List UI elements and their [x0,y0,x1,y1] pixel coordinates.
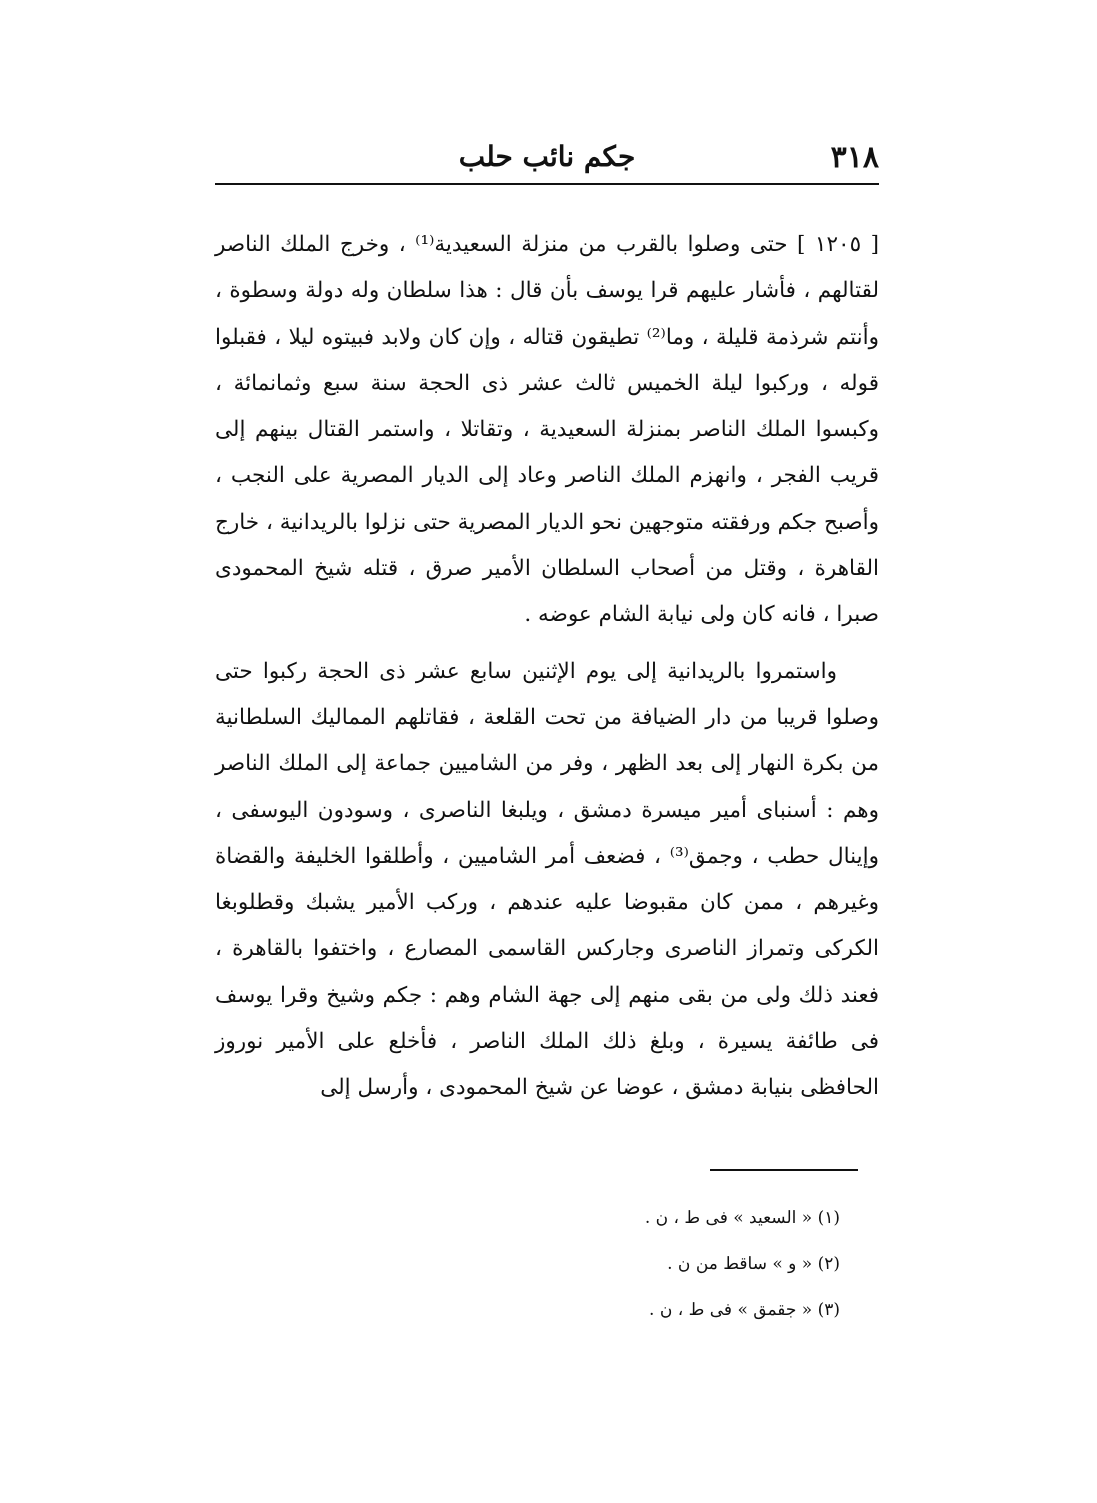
paragraph-1: [ ١٢٠٥ ] حتى وصلوا بالقرب من منزلة السعيدية⁽¹⁾ ، وخرج الملك الناصر لقتالهم ، فأشار عليهم قرا يوسف بأن قال : هذا سلطان وله دولة وسطوة ، وأنتم شرذمة قليلة ، وما⁽²⁾ تطيقون قتاله ، وإن كان ولابد فبيتوه ليلا ، فقبلوا قوله ، وركبوا ليلة الخميس ثالث عشر ذى الحجة سنة سبع وثمانمائة ، وكبسوا الملك الناصر بمنزلة السعيدية ، وتقاتلا ، واستمر القتال بينهم إلى قريب الفجر ، وانهزم الملك الناصر وعاد إلى الديار المصرية على النجب ، وأصبح جكم ورفقته متوجهين نحو الديار المصرية حتى نزلوا بالريدانية ، خارج القاهرة ، وقتل من أصحاب السلطان الأمير صرق ، قتله شيخ المحمودى صبرا ، فانه كان ولى نيابة الشام عوضه . [215,232,879,628]
footnotes [500,1195,840,1333]
main-text [215,222,879,1112]
running-title: جكم نائب حلب [458,140,636,173]
footnote-2: (٢) « و » ساقط من ن . [667,1254,840,1274]
page-number: ٣١٨ [830,140,879,175]
footnote-rule [710,1169,858,1171]
header-rule [215,183,879,185]
footnote-3: (٣) « جقمق » فى ط ، ن . [649,1300,840,1320]
running-head [215,138,879,182]
footnote-1: (١) « السعيد » فى ط ، ن . [644,1208,840,1228]
paragraph-2: واستمروا بالريدانية إلى يوم الإثنين سابع عشر ذى الحجة ركبوا حتى وصلوا قريبا من دار الضيافة من تحت القلعة ، فقاتلهم المماليك السلطانية من بكرة النهار إلى بعد الظهر ، وفر من الشاميين جماعة إلى الملك الناصر وهم : أسنباى أمير ميسرة دمشق ، ويلبغا الناصرى ، وسودون اليوسفى ، وإينال حطب ، وجمق⁽³⁾ ، فضعف أمر الشاميين ، وأطلقوا الخليفة والقضاة وغيرهم ، ممن كان مقبوضا عليه عندهم ، وركب الأمير يشبك وقطلوبغا الكركى وتمراز الناصرى وجاركس القاسمى المصارع ، واختفوا بالقاهرة ، فعند ذلك ولى من بقى منهم إلى جهة الشام وهم : جكم وشيخ وقرا يوسف فى طائفة يسيرة ، وبلغ ذلك الملك الناصر ، فأخلع على الأمير نوروز الحافظى بنيابة دمشق ، عوضا عن شيخ المحمودى ، وأرسل إلى [215,658,880,1101]
